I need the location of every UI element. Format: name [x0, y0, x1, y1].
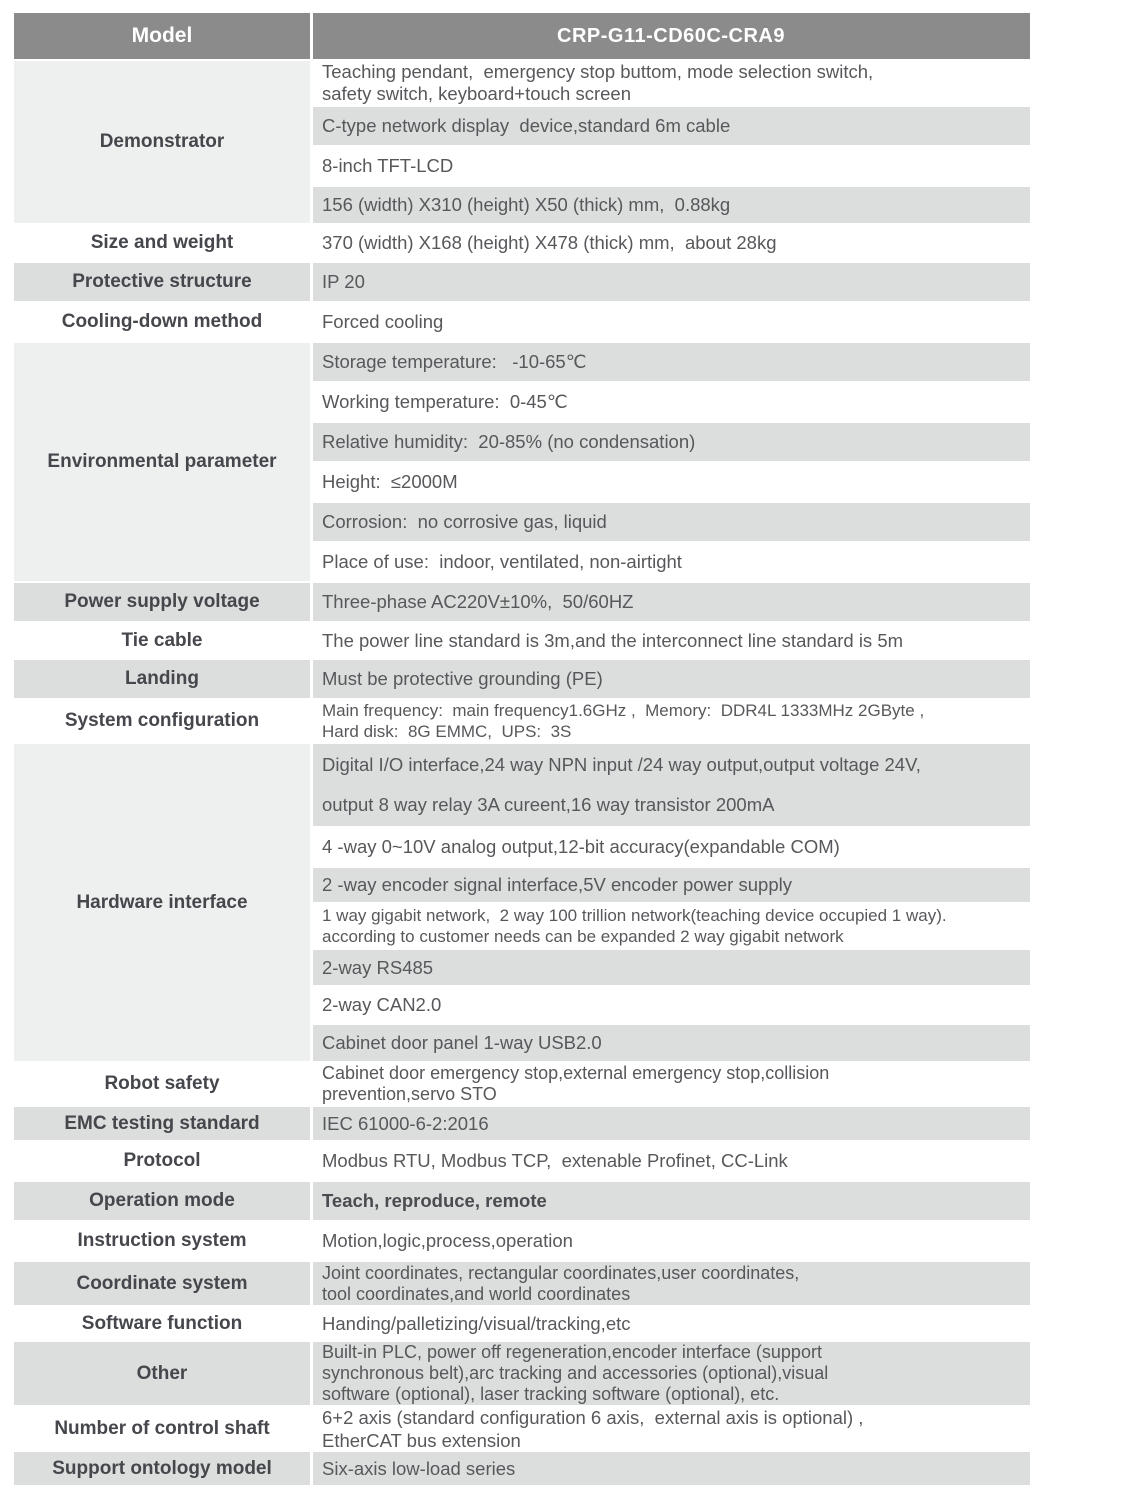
spec-value-working-temp: Working temperature: 0-45℃ — [313, 383, 1030, 421]
spec-label-control-shaft: Number of control shaft — [14, 1407, 310, 1450]
spec-value-network-interface: 1 way gigabit network, 2 way 100 trillion network(teaching device occupied 1 way). according to customer needs can be expanded 2 way gigabit network — [313, 904, 1030, 948]
header-row — [14, 13, 1030, 59]
group-environmental-parameter — [14, 343, 1030, 581]
spec-value-control-shaft: 6+2 axis (standard configuration 6 axis, external axis is optional) , EtherCAT bus extension — [313, 1407, 1030, 1450]
spec-value-teaching-pendant: Teaching pendant, emergency stop buttom, mode selection switch, safety switch, keyboard+touch screen — [313, 61, 1030, 105]
spec-label-support-ontology: Support ontology model — [14, 1452, 310, 1485]
header-model-label: Model — [14, 13, 310, 59]
row-other — [14, 1342, 1030, 1405]
spec-value-analog-output: 4 -way 0~10V analog output,12-bit accuracy(expandable COM) — [313, 828, 1030, 866]
row-protocol — [14, 1142, 1030, 1180]
row-landing — [14, 660, 1030, 698]
spec-value-tft-lcd: 8-inch TFT-LCD — [313, 147, 1030, 185]
spec-value-protocol: Modbus RTU, Modbus TCP, extenable Profinet, CC-Link — [313, 1142, 1030, 1180]
spec-value-robot-safety: Cabinet door emergency stop,external emergency stop,collision prevention,servo STO — [313, 1063, 1030, 1105]
spec-value-cooling: Forced cooling — [313, 303, 1030, 341]
spec-label-other: Other — [14, 1342, 310, 1405]
spec-label-landing: Landing — [14, 660, 310, 698]
spec-value-support-ontology: Six-axis low-load series — [313, 1452, 1030, 1485]
spec-label-power-supply: Power supply voltage — [14, 583, 310, 621]
spec-value-software-function: Handing/palletizing/visual/tracking,etc — [313, 1307, 1030, 1340]
row-support-ontology — [14, 1452, 1030, 1485]
spec-label-coordinate-system: Coordinate system — [14, 1262, 310, 1305]
spec-label-emc: EMC testing standard — [14, 1107, 310, 1140]
spec-label-environmental: Environmental parameter — [14, 343, 310, 581]
row-tie-cable — [14, 623, 1030, 658]
spec-label-software-function: Software function — [14, 1307, 310, 1340]
row-software-function — [14, 1307, 1030, 1340]
spec-value-corrosion: Corrosion: no corrosive gas, liquid — [313, 503, 1030, 541]
spec-label-hardware-interface: Hardware interface — [14, 744, 310, 1061]
spec-value-can: 2-way CAN2.0 — [313, 987, 1030, 1023]
spec-label-size-weight: Size and weight — [14, 225, 310, 261]
spec-value-emc: IEC 61000-6-2:2016 — [313, 1107, 1030, 1140]
spec-label-operation-mode: Operation mode — [14, 1182, 310, 1220]
spec-value-rs485: 2-way RS485 — [313, 950, 1030, 985]
spec-value-instruction-system: Motion,logic,process,operation — [313, 1222, 1030, 1260]
row-power-supply — [14, 583, 1030, 621]
spec-value-storage-temp: Storage temperature: -10-65℃ — [313, 343, 1030, 381]
spec-value-usb: Cabinet door panel 1-way USB2.0 — [313, 1025, 1030, 1061]
header-model-value: CRP-G11-CD60C-CRA9 — [313, 13, 1030, 59]
spec-value-operation-mode: Teach, reproduce, remote — [313, 1182, 1030, 1220]
spec-label-instruction-system: Instruction system — [14, 1222, 310, 1260]
spec-value-power-supply: Three-phase AC220V±10%, 50/60HZ — [313, 583, 1030, 621]
spec-value-protective: IP 20 — [313, 263, 1030, 301]
spec-value-place-of-use: Place of use: indoor, ventilated, non-airtight — [313, 543, 1030, 581]
spec-value-size-weight: 370 (width) X168 (height) X478 (thick) mm, about 28kg — [313, 225, 1030, 261]
row-instruction-system — [14, 1222, 1030, 1260]
row-system-configuration — [14, 700, 1030, 742]
row-emc-standard — [14, 1107, 1030, 1140]
group-hardware-interface — [14, 744, 1030, 1061]
spec-value-digital-io: Digital I/O interface,24 way NPN input /24 way output,output voltage 24V, output 8 way relay 3A cureent,16 way transistor 200mA — [313, 744, 1030, 826]
spec-value-pendant-size: 156 (width) X310 (height) X50 (thick) mm, 0.88kg — [313, 187, 1030, 223]
spec-label-protective: Protective structure — [14, 263, 310, 301]
row-size-and-weight — [14, 225, 1030, 261]
spec-label-protocol: Protocol — [14, 1142, 310, 1180]
spec-value-system-config: Main frequency: main frequency1.6GHz , Memory: DDR4L 1333MHz 2GByte , Hard disk: 8G EMMC, UPS: 3S — [313, 700, 1030, 742]
row-coordinate-system — [14, 1262, 1030, 1305]
spec-value-other: Built-in PLC, power off regeneration,encoder interface (support synchronous belt),arc tracking and accessories (optional),visual software (optional), laser tracking software (optional), etc. — [313, 1342, 1030, 1405]
spec-value-landing: Must be protective grounding (PE) — [313, 660, 1030, 698]
spec-label-tie-cable: Tie cable — [14, 623, 310, 658]
spec-table — [14, 13, 1030, 1485]
spec-value-tie-cable: The power line standard is 3m,and the interconnect line standard is 5m — [313, 623, 1030, 658]
spec-label-demonstrator: Demonstrator — [14, 61, 310, 223]
row-protective-structure — [14, 263, 1030, 301]
spec-value-coordinate-system: Joint coordinates, rectangular coordinates,user coordinates, tool coordinates,and world coordinates — [313, 1262, 1030, 1305]
group-demonstrator — [14, 61, 1030, 223]
spec-value-encoder-interface: 2 -way encoder signal interface,5V encoder power supply — [313, 868, 1030, 902]
spec-label-system-config: System configuration — [14, 700, 310, 742]
spec-value-humidity: Relative humidity: 20-85% (no condensation) — [313, 423, 1030, 461]
row-control-shaft — [14, 1407, 1030, 1450]
spec-label-cooling: Cooling-down method — [14, 303, 310, 341]
row-operation-mode — [14, 1182, 1030, 1220]
spec-value-height: Height: ≤2000M — [313, 463, 1030, 501]
spec-value-network-display: C-type network display device,standard 6m cable — [313, 107, 1030, 145]
spec-label-robot-safety: Robot safety — [14, 1063, 310, 1105]
row-robot-safety — [14, 1063, 1030, 1105]
row-cooling-method — [14, 303, 1030, 341]
